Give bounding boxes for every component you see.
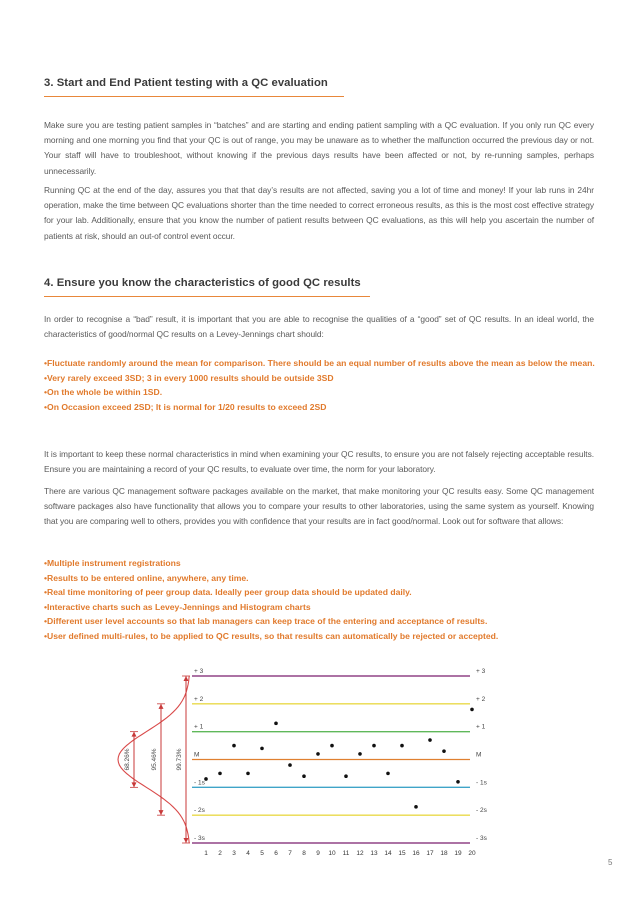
bracket-arrow-down xyxy=(132,782,137,787)
section-3-paragraph-2: Running QC at the end of the day, assures you that that day’s results are not affected, saving you a lot of time and money! If your lab runs in 24hr operation, make the time between QC evaluations shorter than the time needed to correct erroneous results, as this is the most cost effective strategy for your lab. Additionally, ensure that you know the number of patient results between QC evaluations, as this will help you ascertain the number of patients at risk, should an out-of control event occur. xyxy=(44,185,594,241)
data-point xyxy=(218,772,222,776)
sd-left-label: + 3 xyxy=(194,668,204,675)
data-point xyxy=(414,805,418,809)
data-point xyxy=(330,744,334,748)
data-point xyxy=(470,708,474,712)
x-tick-label: 15 xyxy=(398,850,406,857)
sd-left-label: - 3s xyxy=(194,835,205,842)
x-tick-label: 5 xyxy=(260,850,264,857)
x-tick-label: 11 xyxy=(342,850,350,857)
x-tick-label: 16 xyxy=(412,850,420,857)
x-tick-label: 10 xyxy=(328,850,336,857)
sd-right-label: - 2s xyxy=(476,807,487,815)
sd-right-label: + 3 xyxy=(476,668,486,675)
sd-right-label: - 1s xyxy=(476,779,487,787)
list-item: • Fluctuate randomly around the mean for comparison. There should be an equal number of results above the mean as below the mean. xyxy=(44,356,600,371)
sd-left-label: - 1s xyxy=(194,779,205,787)
section-4-intro: In order to recognise a “bad” result, it is important that you are able to recognise the qualities of a “good” set of QC results. In an ideal world, the characteristics of good/normal QC results on a Levey-Jennings chart should: xyxy=(44,314,594,340)
data-point xyxy=(386,772,390,776)
sd-right-label: + 2 xyxy=(476,695,486,703)
list-item: • On the whole be within 1SD. xyxy=(44,385,600,400)
sd-left-label: M xyxy=(194,751,200,759)
list-item: • Interactive charts such as Levey-Jennings and Histogram charts xyxy=(44,600,600,615)
section-4-paragraph-3: There are various QC management software packages available on the market, that make monitoring your QC results easy. Some QC management software packages also have functionality that allows you to compare your results to other laboratories, using the same system as yourself. Knowing that you are comparing well to others, provides you with confidence that your results are in fact good/normal. Look out for software that allows: xyxy=(44,486,594,527)
list-item: • Multiple instrument registrations xyxy=(44,556,600,571)
sd-right-label: + 1 xyxy=(476,723,486,731)
section-4-heading: 4. Ensure you know the characteristics of good QC results xyxy=(44,277,361,289)
x-tick-label: 8 xyxy=(302,850,306,857)
sd-left-label: + 1 xyxy=(194,723,204,731)
x-tick-label: 9 xyxy=(316,850,320,857)
sd-left-label: - 2s xyxy=(194,807,205,815)
x-tick-label: 20 xyxy=(468,850,476,857)
data-point xyxy=(372,744,376,748)
percent-label-sd2: 95.46% xyxy=(151,748,158,771)
list-item: • Results to be entered online, anywhere, any time. xyxy=(44,571,600,586)
data-point xyxy=(260,747,264,751)
sd-right-label: M xyxy=(476,751,482,759)
data-point xyxy=(288,763,292,767)
data-point xyxy=(344,774,348,778)
bracket-arrow-up xyxy=(184,676,189,681)
x-tick-label: 1 xyxy=(204,850,208,857)
section-4-paragraph-2: It is important to keep these normal characteristics in mind when examining your QC results, to ensure you are not falsely rejecting acceptable results. Ensure you are maintaining a record of your QC results, to evaluate over time, the norm for your laboratory. xyxy=(44,449,594,475)
data-point xyxy=(274,722,278,726)
percent-label-sd3: 99.73% xyxy=(176,748,183,771)
bracket-arrow-down xyxy=(159,810,164,815)
bracket-arrow-up xyxy=(159,704,164,709)
percent-label-sd1: 68.26% xyxy=(124,748,131,771)
sd-right-label: - 3s xyxy=(476,835,487,842)
data-point xyxy=(456,780,460,784)
data-point xyxy=(302,774,306,778)
x-tick-label: 4 xyxy=(246,850,250,857)
data-point xyxy=(428,738,432,742)
page-number: 5 xyxy=(608,858,613,867)
data-point xyxy=(358,752,362,756)
x-tick-label: 18 xyxy=(440,850,448,857)
list-item: • Different user level accounts so that lab managers can keep trace of the entering and acceptance of results. xyxy=(44,614,600,629)
x-tick-label: 6 xyxy=(274,850,278,857)
list-item: • User defined multi-rules, to be applied to QC results, so that results can automatically be rejected or accepted. xyxy=(44,629,600,644)
section-3-paragraph-1: Make sure you are testing patient samples in “batches” and are starting and ending patient sampling with a QC evaluation. If you only run QC every morning and one morning you find that your QC is out of range, you may be unaware as to whether the malfunction occurred the previous day or not. Your staff will have to troubleshoot, without knowing if the previous days results have been affected or not, by re-running samples, perhaps unnecessarily. xyxy=(44,120,594,176)
data-point xyxy=(316,752,320,756)
x-tick-label: 7 xyxy=(288,850,292,857)
x-tick-label: 2 xyxy=(218,850,222,857)
data-point xyxy=(246,772,250,776)
sd-left-label: + 2 xyxy=(194,695,204,703)
x-tick-label: 12 xyxy=(356,850,364,857)
list-item: • Real time monitoring of peer group data. Ideally peer group data should be updated daily. xyxy=(44,585,600,600)
x-tick-label: 17 xyxy=(426,850,434,857)
x-tick-label: 14 xyxy=(384,850,392,857)
x-tick-label: 19 xyxy=(454,850,462,857)
list-item: • On Occasion exceed 2SD; It is normal for 1/20 results to exceed 2SD xyxy=(44,400,600,415)
section-3-heading: 3. Start and End Patient testing with a QC evaluation xyxy=(44,77,328,89)
x-tick-label: 13 xyxy=(370,850,378,857)
bracket-arrow-up xyxy=(132,732,137,737)
data-point xyxy=(232,744,236,748)
list-item: • Very rarely exceed 3SD; 3 in every 1000 results should be outside 3SD xyxy=(44,371,600,386)
x-tick-label: 3 xyxy=(232,850,236,857)
data-point xyxy=(442,749,446,753)
bracket-arrow-down xyxy=(184,838,189,843)
data-point xyxy=(204,777,208,781)
data-point xyxy=(400,744,404,748)
